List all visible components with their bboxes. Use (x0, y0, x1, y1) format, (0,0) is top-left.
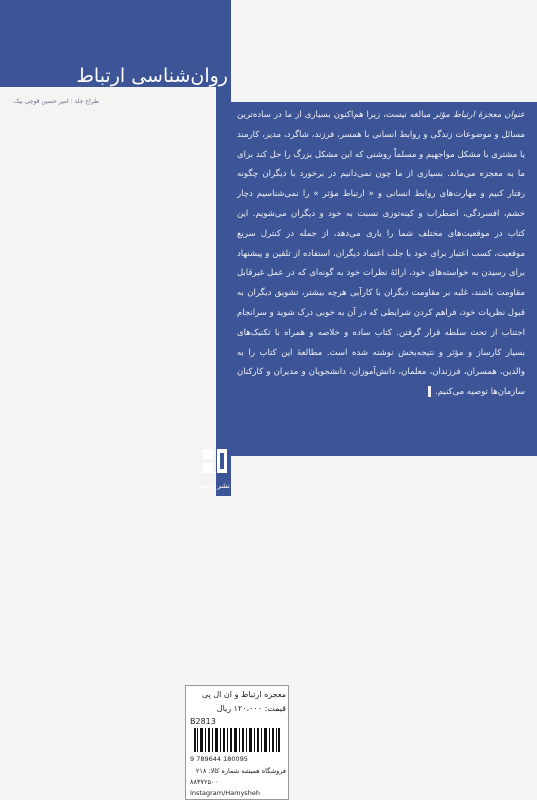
sticker-title: معجزه ارتباط و ان ال پی (201, 690, 286, 699)
series-title: روان‌شناسی ارتباط (76, 65, 228, 87)
sticker-instagram: Instagram/Hamysheh (190, 789, 260, 797)
sticker-isbn: 9 789644 180095 (190, 755, 248, 763)
sticker-price: قیمت: ۱۲۰،۰۰۰ ریال (216, 704, 286, 713)
blurb-panel (231, 102, 537, 456)
blue-spine-strip (216, 87, 231, 496)
end-mark (428, 386, 431, 397)
sticker-shop: فروشگاه همیشه شماره کالا: ۲۱۸ (195, 767, 286, 775)
blurb-text (237, 106, 525, 450)
publisher-logo-icon (200, 447, 230, 475)
barcode-icon (192, 728, 282, 752)
blurb-lead: عنوان معجزهٔ ارتباط مؤثر (433, 110, 525, 120)
designer-credit: طراح جلد : امیر حسین قوچی بیک (14, 98, 99, 105)
sticker-number: ۸۸۳۷۲۵۰۰ (190, 778, 218, 786)
publisher-name: نشر آسیم (199, 481, 230, 490)
sticker-code: B2813 (190, 717, 216, 726)
blurb-body: مبالغه نیست، زیرا هم‌اکنون بسیاری از ما در ساده‌ترین مسائل و موضوعات زندگی و روابط انسانی با همسر، فرزند، شاگرد، مدیر، کارمند یا مشتری با مشکل مواجهیم و مسلماً روشنی که این مشکل بزرگ را حل کند برای ما به معجزه می‌ماند. بسیاری از ما چون نمی‌دانیم در برخورد با دیگران چگونه رفتار کنیم و مهارت‌های روابط انسانی و « ارتباط مؤثر » را نمی‌شناسیم دچار خشم، افسردگی، اضطراب و کینه‌توزی نسبت به خود و دیگران می‌شویم. این کتاب در موقعیت‌های مختلف شما را یاری می‌دهد، از جمله در کنترل سریع موقعیت، کسب اعتبار برای خود با جلب اعتماد دیگران، استفاده از تلقین و پیشنهاد برای رسیدن به خواسته‌های خود، ارائهٔ نظرات خود به گونه‌ای که در عمل غیرقابل مقاومت باشند، غلبه بر مقاومت دیگران با کارآیی هرچه بیشتر، تشویق دیگران به قبول نظریات خود، فراهم کردن شرایطی که در آن به خوبی درک شوید و سرانجام اجتناب از تحت سلطه قرار گرفتن. کتاب ساده و خلاصه و همراه با تکنیک‌های بسیار کارساز و مؤثر و نتیجه‌بخش نوشته شده است. مطالعهٔ این کتاب را به والدین، همسران، فرزندان، معلمان، دانش‌آموزان، دانشجویان و مدیران و کارکنان سازمان‌ها توصیه می‌کنیم. (237, 110, 525, 398)
price-sticker (185, 685, 289, 800)
series-band (0, 0, 231, 87)
